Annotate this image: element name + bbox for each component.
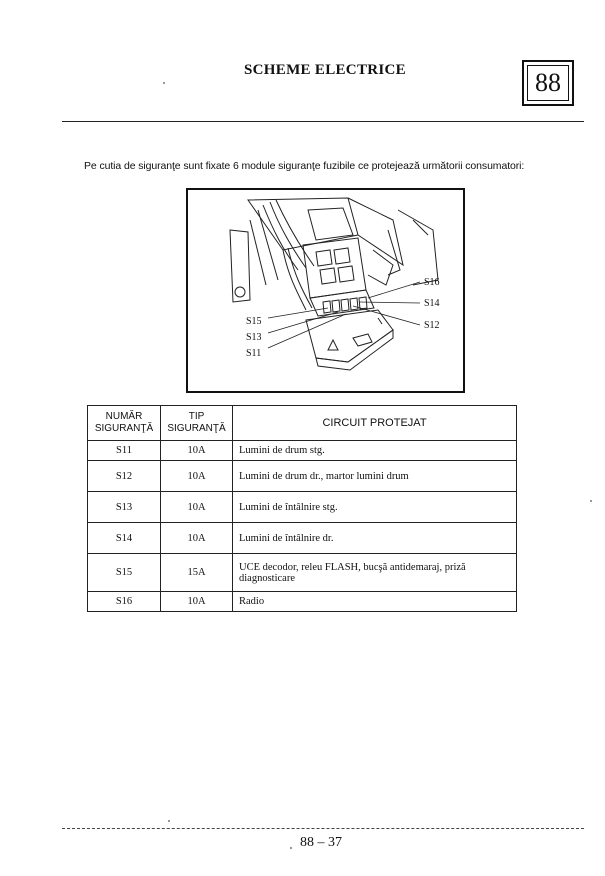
fuse-type: 10A xyxy=(161,441,233,461)
table-row xyxy=(88,523,517,554)
label-s12: S12 xyxy=(424,320,440,331)
label-s16: S16 xyxy=(424,277,440,288)
label-s11: S11 xyxy=(246,348,262,359)
fuse-number: S16 xyxy=(88,592,161,612)
fuse-table xyxy=(87,405,517,612)
fuse-box-illustration xyxy=(188,190,463,391)
intro-paragraph: Pe cutia de siguranţe sunt fixate 6 module siguranţe fuzibile ce protejează următorii consumatori: xyxy=(84,160,525,172)
label-s15: S15 xyxy=(246,316,262,327)
header-circuit: CIRCUIT PROTEJAT xyxy=(233,406,517,441)
table-row xyxy=(88,554,517,592)
fuse-type: 10A xyxy=(161,523,233,554)
chapter-number-box xyxy=(522,60,574,106)
header-fuse-number-line1: NUMĂR xyxy=(105,411,143,422)
page-title: SCHEME ELECTRICE xyxy=(244,62,406,78)
header-fuse-type xyxy=(161,406,233,441)
scan-speck xyxy=(290,847,292,849)
scan-speck xyxy=(168,820,170,822)
table-row xyxy=(88,441,517,461)
fuse-number: S11 xyxy=(88,441,161,461)
table-row xyxy=(88,492,517,523)
fuse-circuit: Lumini de întâlnire dr. xyxy=(233,523,517,554)
header-fuse-type-line2: SIGURANŢĂ xyxy=(167,423,226,434)
fuse-type: 10A xyxy=(161,592,233,612)
fuse-circuit: Lumini de drum dr., martor lumini drum xyxy=(233,461,517,492)
footer-rule xyxy=(62,828,584,829)
fuse-type: 10A xyxy=(161,461,233,492)
header-fuse-number-line2: SIGURANŢĂ xyxy=(94,423,154,434)
header-fuse-type-line1: TIP xyxy=(188,411,205,422)
fuse-type: 10A xyxy=(161,492,233,523)
fuse-circuit: Lumini de drum stg. xyxy=(233,441,517,461)
header-fuse-number xyxy=(88,406,161,441)
chapter-number: 88 xyxy=(527,65,569,101)
fuse-circuit: UCE decodor, releu FLASH, bucşă antidemaraj, priză diagnosticare xyxy=(233,554,517,592)
fuse-circuit: Radio xyxy=(233,592,517,612)
label-s13: S13 xyxy=(246,332,262,343)
header-rule xyxy=(62,121,584,122)
fuse-circuit: Lumini de întâlnire stg. xyxy=(233,492,517,523)
table-header-row xyxy=(88,406,517,441)
fuse-box-diagram xyxy=(186,188,465,393)
fuse-type: 15A xyxy=(161,554,233,592)
scan-speck xyxy=(163,82,165,84)
page-number: 88 – 37 xyxy=(300,835,342,850)
table-row xyxy=(88,461,517,492)
scan-speck xyxy=(590,500,592,502)
fuse-number: S15 xyxy=(88,554,161,592)
fuse-number: S14 xyxy=(88,523,161,554)
table-row xyxy=(88,592,517,612)
fuse-number: S12 xyxy=(88,461,161,492)
label-s14: S14 xyxy=(424,298,440,309)
fuse-number: S13 xyxy=(88,492,161,523)
